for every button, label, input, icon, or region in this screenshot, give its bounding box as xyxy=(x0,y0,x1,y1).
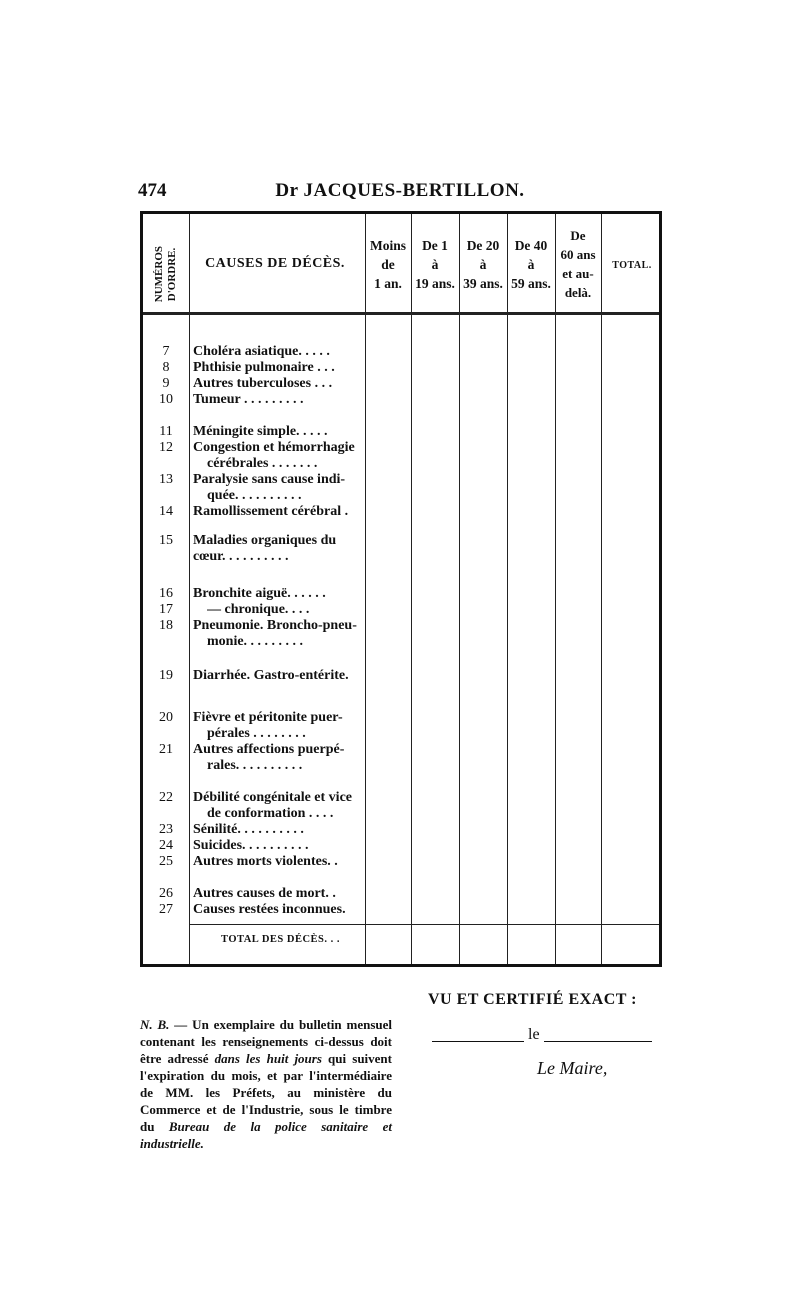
page-header xyxy=(0,180,800,210)
cause-group xyxy=(143,533,365,565)
column-rule xyxy=(411,214,412,964)
table-row: 24 Suicides. . . . . . . . . . xyxy=(159,838,309,853)
age-column-header-1-19: De 1 à 19 ans. xyxy=(415,238,455,291)
total-rule xyxy=(189,924,659,925)
table-row: 13 Paralysie sans cause indi- xyxy=(159,472,346,487)
table-row: rales. . . . . . . . . . xyxy=(207,758,303,773)
signatory: Le Maire, xyxy=(537,1058,608,1078)
table-row: 21 Autres affections puerpé- xyxy=(159,742,345,757)
mortality-table xyxy=(140,211,662,967)
table-row: 15 Maladies organiques du xyxy=(159,533,337,548)
age-column-header-under-1: Moins de 1 an. xyxy=(369,238,406,291)
total-column-header: TOTAL. xyxy=(612,260,652,271)
date-rule xyxy=(432,1041,524,1042)
table-row: 9 Autres tuberculoses . . . xyxy=(162,376,333,391)
column-rule xyxy=(459,214,460,964)
date-line xyxy=(432,1026,652,1046)
table-row: 26 Autres causes de mort. . xyxy=(159,886,336,901)
cause-group xyxy=(143,344,365,408)
table-row: pérales . . . . . . . . xyxy=(207,726,306,741)
table-row: de conformation . . . . xyxy=(207,806,334,821)
cause-group xyxy=(143,886,365,918)
note-text: Un exemplaire du bulletin mensuel contenant les renseignements ci-dessus doit être adressé xyxy=(140,1017,392,1066)
cause-group xyxy=(143,668,365,684)
table-row: 7 Choléra asiatique. . . . . xyxy=(162,344,330,359)
note-italic: Bureau de la police sanitaire et industrielle. xyxy=(140,1119,392,1151)
column-rule xyxy=(555,214,556,964)
note-text: qui suivent l'expiration du mois, et par l'intermédiaire de MM. les Préfets, au ministère du Commerce et de l'Industrie, sous le timbre du xyxy=(140,1051,392,1134)
note-lead: N. B. — xyxy=(140,1017,188,1032)
table-row: 12 Congestion et hémorrhagie xyxy=(159,440,355,455)
table-row: 20 Fièvre et péritonite puer- xyxy=(159,710,343,725)
column-rule xyxy=(507,214,508,964)
table-row: 11 Méningite simple. . . . . xyxy=(159,424,328,439)
table-row: cœur. . . . . . . . . . xyxy=(193,549,289,564)
table-row: 10 Tumeur . . . . . . . . . xyxy=(159,392,304,407)
causes-column-header: CAUSES DE DÉCÈS. xyxy=(205,256,345,271)
table-row: 8 Phthisie pulmonaire . . . xyxy=(162,360,335,375)
table-row: 19 Diarrhée. Gastro-entérite. xyxy=(159,668,349,683)
cause-group xyxy=(143,586,365,650)
table-row: 22 Débilité congénitale et vice xyxy=(159,790,353,805)
number-column-header: NUMÉROS D'ORDRE. xyxy=(153,245,178,303)
age-column-header-40-59: De 40 à 59 ans. xyxy=(511,238,551,291)
table-row: quée. . . . . . . . . . xyxy=(207,488,302,503)
table-row: 27 Causes restées inconnues. xyxy=(159,902,346,917)
age-column-header-20-39: De 20 à 39 ans. xyxy=(463,238,503,291)
date-rule xyxy=(544,1041,652,1042)
table-row: 17 — chronique. . . . xyxy=(159,602,310,617)
table-row: monie. . . . . . . . . xyxy=(207,634,304,649)
table-row: 23 Sénilité. . . . . . . . . . xyxy=(159,822,304,837)
column-rule xyxy=(601,214,602,964)
date-prefix: le xyxy=(528,1026,540,1043)
running-head: Dr JACQUES-BERTILLON. xyxy=(275,180,525,201)
page-number: 474 xyxy=(138,180,167,201)
table-row: 14 Ramollissement cérébral . xyxy=(159,504,349,519)
footnote xyxy=(140,1016,392,1152)
table-row: 25 Autres morts violentes. . xyxy=(159,854,338,869)
total-row-label: TOTAL DES DÉCÈS. . . xyxy=(221,934,341,945)
certification-heading: VU ET CERTIFIÉ EXACT : xyxy=(428,991,637,1008)
table-row: cérébrales . . . . . . . xyxy=(207,456,318,471)
cause-group xyxy=(143,710,365,774)
cause-group xyxy=(143,790,365,870)
column-rule xyxy=(365,214,366,964)
cause-group xyxy=(143,424,365,520)
table-row: 18 Pneumonie. Broncho-pneu- xyxy=(159,618,357,633)
table-row: 16 Bronchite aiguë. . . . . . xyxy=(159,586,326,601)
age-column-header-60-plus: De 60 ans et au- delà. xyxy=(560,228,596,300)
note-italic: dans les huit jours xyxy=(214,1051,322,1066)
header-rule xyxy=(143,312,659,315)
